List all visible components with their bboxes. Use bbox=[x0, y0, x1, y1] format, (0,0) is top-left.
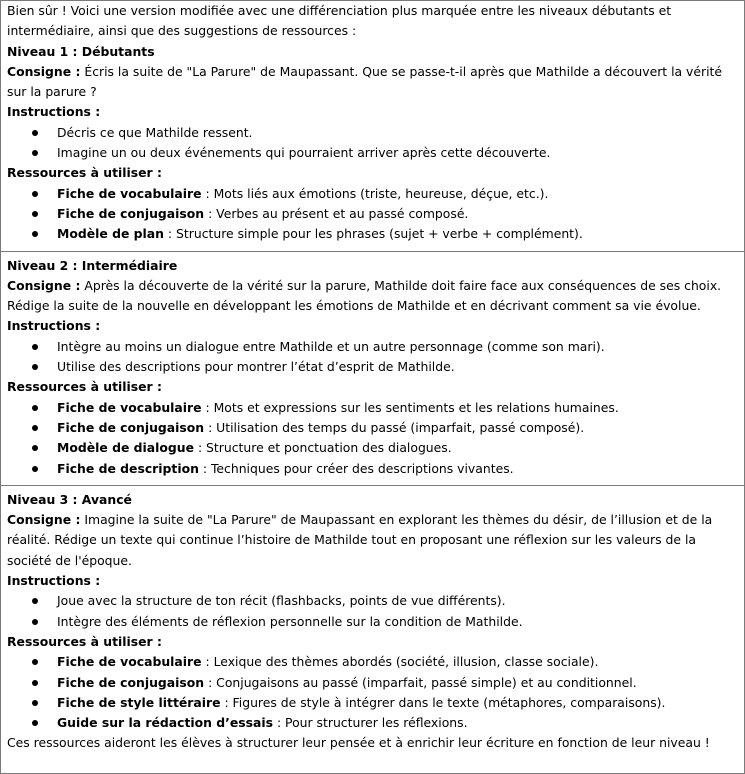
level-3-instruction-text: Joue avec la structure de ton récit (flashbacks, points de vue différents). bbox=[57, 593, 506, 609]
level-1-title bbox=[7, 42, 738, 62]
bullet-icon bbox=[32, 130, 38, 136]
level-3-instructions-heading bbox=[7, 571, 738, 591]
level-2-consigne-text: Après la découverte de la vérité sur la parure, Mathilde doit faire face aux conséquences de ses choix. Rédige la suite de la nouvelle en développant les émotions de Mathilde et en décrivant comment sa vie évolue. bbox=[7, 277, 722, 314]
bullet-icon bbox=[32, 150, 38, 156]
intro-text: Bien sûr ! Voici une version modifiée avec une différenciation plus marquée entre les niveaux débutants et intermédiaire, ainsi que des suggestions de ressources : bbox=[7, 3, 672, 39]
level-3-consigne-text: Imagine la suite de "La Parure" de Maupassant en explorant les thèmes du désir, de l’illusion et de la réalité. Rédige un texte qui continue l’histoire de Mathilde tout en proposant une réflexion sur les valeurs de la société de l'époque. bbox=[7, 512, 713, 568]
level-1-instruction-item bbox=[7, 123, 738, 143]
level-3-resource-item bbox=[7, 652, 738, 672]
level-2-resource-item bbox=[7, 418, 738, 438]
level-2-title-text: Niveau 2 : Intermédiaire bbox=[7, 257, 178, 273]
bullet-icon bbox=[32, 659, 38, 665]
bullet-icon bbox=[32, 619, 38, 625]
level-2-instructions-label: Instructions : bbox=[7, 318, 101, 334]
level-1-consigne-label: Consigne : bbox=[7, 63, 81, 79]
level-2-resource-item bbox=[7, 438, 738, 458]
level-1-instructions-heading bbox=[7, 102, 738, 122]
bullet-icon bbox=[32, 720, 38, 726]
level-1-resource-name: Fiche de conjugaison bbox=[57, 205, 205, 221]
level-3-resource-name: Fiche de style littéraire bbox=[57, 694, 221, 710]
bullet-icon bbox=[32, 231, 38, 237]
level-3-resource-desc: : Lexique des thèmes abordés (société, illusion, classe sociale). bbox=[201, 654, 599, 670]
level-3-resource-desc: : Pour structurer les réflexions. bbox=[273, 715, 468, 731]
level-1-resource-item bbox=[7, 224, 738, 244]
level-3-title-text: Niveau 3 : Avancé bbox=[7, 491, 132, 507]
level-1-resource-name: Modèle de plan bbox=[57, 226, 164, 242]
bullet-icon bbox=[32, 598, 38, 604]
bullet-icon bbox=[32, 700, 38, 706]
level-3-resource-name: Guide sur la rédaction d’essais bbox=[57, 715, 273, 731]
level-1-resource-item bbox=[7, 184, 738, 204]
bullet-icon bbox=[32, 211, 38, 217]
level-3-resource-item bbox=[7, 673, 738, 693]
level-3-instruction-item bbox=[7, 612, 738, 632]
bullet-icon bbox=[32, 344, 38, 350]
level-1-resource-item bbox=[7, 204, 738, 224]
level-2-consigne-label: Consigne : bbox=[7, 277, 81, 293]
level-3-resource-item bbox=[7, 713, 738, 733]
bullet-icon bbox=[32, 680, 38, 686]
level-3-instruction-text: Intègre des éléments de réflexion personnelle sur la condition de Mathilde. bbox=[57, 613, 523, 629]
level-2-resource-name: Fiche de conjugaison bbox=[57, 419, 205, 435]
bullet-icon bbox=[32, 445, 38, 451]
section-divider bbox=[1, 485, 744, 486]
level-3-title bbox=[7, 490, 738, 510]
level-3-consigne-label: Consigne : bbox=[7, 512, 81, 528]
level-2-consigne bbox=[7, 276, 738, 317]
level-2-resource-desc: : Utilisation des temps du passé (imparfait, passé composé). bbox=[204, 419, 585, 435]
level-2-resources-label: Ressources à utiliser : bbox=[7, 379, 162, 395]
level-2-title bbox=[7, 256, 738, 276]
level-2-resource-name: Modèle de dialogue bbox=[57, 440, 194, 456]
bullet-icon bbox=[32, 405, 38, 411]
level-2-instruction-text: Utilise des descriptions pour montrer l’état d’esprit de Mathilde. bbox=[57, 359, 455, 375]
level-1-title-text: Niveau 1 : Débutants bbox=[7, 43, 155, 59]
level-2-resource-name: Fiche de vocabulaire bbox=[57, 399, 202, 415]
level-1-resource-desc: : Structure simple pour les phrases (sujet + verbe + complément). bbox=[163, 226, 583, 242]
bullet-icon bbox=[32, 364, 38, 370]
level-1-consigne bbox=[7, 62, 738, 103]
level-2-resource-name: Fiche de description bbox=[57, 460, 199, 476]
level-1-resource-desc: : Mots liés aux émotions (triste, heureuse, déçue, etc.). bbox=[201, 185, 549, 201]
level-2-resources-heading bbox=[7, 377, 738, 397]
level-2-resource-item bbox=[7, 459, 738, 479]
level-3-resource-desc: : Conjugaisons au passé (imparfait, passé simple) et au conditionnel. bbox=[204, 674, 637, 690]
level-2-resource-desc: : Mots et expressions sur les sentiments et les relations humaines. bbox=[201, 399, 619, 415]
level-3-resource-name: Fiche de vocabulaire bbox=[57, 654, 202, 670]
level-3-resource-item bbox=[7, 693, 738, 713]
level-2-instructions-heading bbox=[7, 316, 738, 336]
level-3-instructions-label: Instructions : bbox=[7, 573, 101, 589]
level-1-instructions-label: Instructions : bbox=[7, 104, 101, 120]
bullet-icon bbox=[32, 425, 38, 431]
bullet-icon bbox=[32, 191, 38, 197]
level-1-consigne-text: Écris la suite de "La Parure" de Maupassant. Que se passe-t-il après que Mathilde a découvert la vérité sur la parure ? bbox=[7, 63, 723, 100]
level-3-resources-label: Ressources à utiliser : bbox=[7, 633, 162, 649]
level-3-resource-name: Fiche de conjugaison bbox=[57, 674, 205, 690]
level-3-instruction-item bbox=[7, 591, 738, 611]
level-1-resource-name: Fiche de vocabulaire bbox=[57, 185, 202, 201]
level-2-resource-desc: : Techniques pour créer des descriptions vivantes. bbox=[198, 460, 514, 476]
closing-text: Ces ressources aideront les élèves à structurer leur pensée et à enrichir leur écriture en fonction de leur niveau ! bbox=[7, 735, 710, 751]
level-1-instruction-text: Imagine un ou deux événements qui pourraient arriver après cette découverte. bbox=[57, 145, 551, 161]
level-1-resources-heading bbox=[7, 163, 738, 183]
level-1-instruction-item bbox=[7, 143, 738, 163]
level-2-instruction-item bbox=[7, 357, 738, 377]
level-1-resources-label: Ressources à utiliser : bbox=[7, 165, 162, 181]
level-1-instruction-text: Décris ce que Mathilde ressent. bbox=[57, 124, 253, 140]
level-2-instruction-text: Intègre au moins un dialogue entre Mathilde et un autre personnage (comme son mari). bbox=[57, 338, 605, 354]
level-2-resource-desc: : Structure et ponctuation des dialogues. bbox=[194, 440, 452, 456]
level-2-resource-item bbox=[7, 398, 738, 418]
level-3-resources-heading bbox=[7, 632, 738, 652]
bullet-icon bbox=[32, 466, 38, 472]
section-divider bbox=[1, 251, 744, 252]
level-2-instruction-item bbox=[7, 337, 738, 357]
level-3-consigne bbox=[7, 510, 738, 571]
level-1-resource-desc: : Verbes au présent et au passé composé. bbox=[204, 205, 469, 221]
level-3-resource-desc: : Figures de style à intégrer dans le texte (métaphores, comparaisons). bbox=[220, 694, 666, 710]
